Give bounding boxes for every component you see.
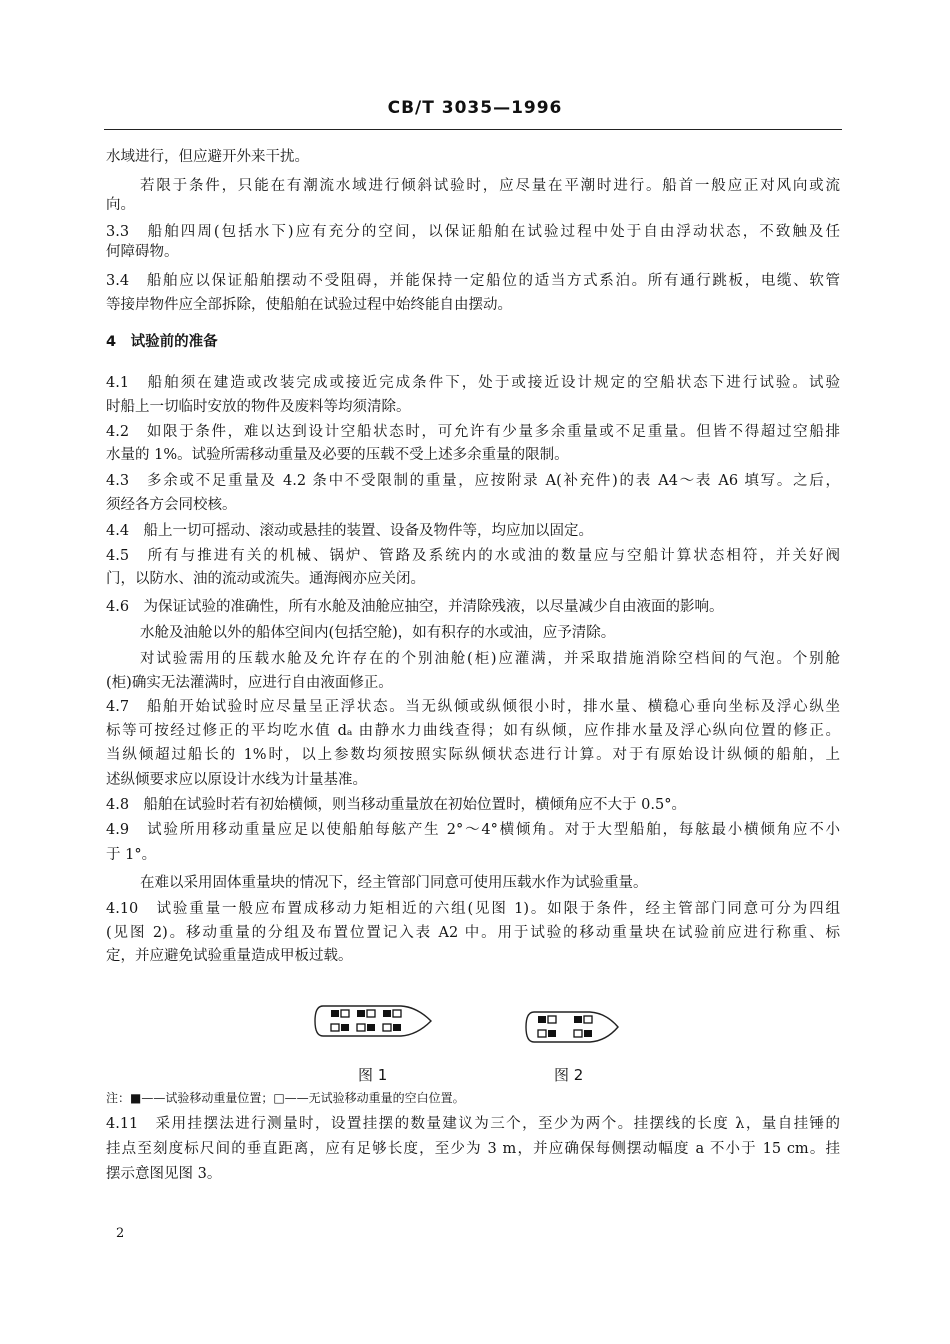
- text-line: 向。: [106, 197, 135, 213]
- text-line: 4.10 试验重量一般应布置成移动力矩相近的六组(见图 1)。如限于条件，经主管部门同意可分为四组: [106, 901, 840, 917]
- text-line: 4.11 采用挂摆法进行测量时，设置挂摆的数量建议为三个，至少为两个。挂摆线的长度 λ，量自挂锤的: [106, 1116, 840, 1132]
- text-line: 4.3 多余或不足重量及 4.2 条中不受限制的重量，应按附录 A(补充件)的表 A4～表 A6 填写。之后，: [106, 473, 840, 489]
- header-rule: [104, 129, 842, 130]
- figure-1-caption: 图 1: [358, 1066, 388, 1084]
- page-number: 2: [116, 1226, 125, 1241]
- weight-block-filled: [538, 1016, 592, 1023]
- text-line: 4.2 如限于条件，难以达到设计空船状态时，可允许有少量多余重量或不足重量。但皆不得超过空船排: [106, 424, 840, 440]
- text-line: 何障碍物。: [106, 244, 179, 260]
- text-line: 水域进行，但应避开外来干扰。: [106, 149, 309, 165]
- figure-note: 注：■——试验移动重量位置；□——无试验移动重量的空白位置。: [106, 1091, 465, 1105]
- text-line: (见图 2)。移动重量的分组及布置位置记入表 A2 中。用于试验的移动重量块在试验前应进行称重、标: [106, 925, 840, 941]
- text-line: 门，以防水、油的流动或流失。通海阀亦应关闭。: [106, 571, 425, 587]
- text-line: 3.4 船舶应以保证船舶摆动不受阻碍，并能保持一定船位的适当方式系泊。所有通行跳板，电缆、软管: [106, 273, 840, 289]
- text-line: (柜)确实无法灌满时，应进行自由液面修正。: [106, 675, 393, 691]
- text-line: 定，并应避免试验重量造成甲板过载。: [106, 948, 353, 964]
- text-line: 当纵倾超过船长的 1%时，以上参数均须按照实际纵倾状态进行计算。对于有原始设计纵倾的船舶，上: [106, 747, 840, 763]
- text-line: 若限于条件，只能在有潮流水域进行倾斜试验时，应尽量在平潮时进行。船首一般应正对风向或流: [140, 178, 840, 194]
- section-heading: 4 试验前的准备: [106, 334, 218, 350]
- text-line: 4.4 船上一切可摇动、滚动或悬挂的装置、设备及物件等，均应加以固定。: [106, 523, 594, 539]
- text-line: 标等可按经过修正的平均吃水值 dₐ 由静水力曲线查得；如有纵倾，应作排水量及浮心纵向位置的修正。: [106, 723, 840, 739]
- weight-block-empty: [538, 1030, 592, 1037]
- text-line: 对试验需用的压载水舱及允许存在的个别油舱(柜)应灌满，并采取措施消除空档间的气泡。个别舱: [140, 651, 840, 667]
- text-line: 等接岸物件应全部拆除，使船舶在试验过程中始终能自由摆动。: [106, 297, 512, 313]
- text-line: 挂点至刻度标尺间的垂直距离，应有足够长度，至少为 3 m，并应确保每侧摆动幅度 a 不小于 15 cm。挂: [106, 1141, 840, 1157]
- figure-2-caption: 图 2: [554, 1066, 584, 1084]
- text-line: 述纵倾要求应以原设计水线为计量基准。: [106, 772, 367, 788]
- text-line: 4.7 船舶开始试验时应尽量呈正浮状态。当无纵倾或纵倾很小时，排水量、横稳心垂向坐标及浮心纵坐: [106, 699, 840, 715]
- figure-2-ship-diagram: [524, 1009, 620, 1045]
- text-line: 水舱及油舱以外的船体空间内(包括空舱)，如有积存的水或油，应予清除。: [140, 625, 616, 641]
- text-line: 水量的 1%。试验所需移动重量及必要的压载不受上述多余重量的限制。: [106, 447, 569, 463]
- text-line: 在难以采用固体重量块的情况下，经主管部门同意可使用压载水作为试验重量。: [140, 875, 648, 891]
- figure-1-ship-diagram: [313, 1003, 433, 1039]
- standard-code: CB/T 3035—1996: [387, 98, 563, 118]
- weight-block-filled: [331, 1010, 401, 1017]
- text-line: 摆示意图见图 3。: [106, 1166, 222, 1182]
- weight-block-empty: [331, 1024, 401, 1031]
- text-line: 时船上一切临时安放的物件及废料等均须清除。: [106, 399, 411, 415]
- text-line: 3.3 船舶四周(包括水下)应有充分的空间，以保证船舶在试验过程中处于自由浮动状态，不致触及任: [106, 224, 840, 240]
- text-line: 4.5 所有与推进有关的机械、锅炉、管路及系统内的水或油的数量应与空船计算状态相符，并关好阀: [106, 548, 840, 564]
- text-line: 于 1°。: [106, 847, 157, 863]
- text-line: 4.1 船舶须在建造或改装完成或接近完成条件下，处于或接近设计规定的空船状态下进行试验。试验: [106, 375, 840, 391]
- text-line: 4.6 为保证试验的准确性，所有水舱及油舱应抽空，并清除残液，以尽量减少自由液面的影响。: [106, 599, 724, 615]
- text-line: 4.9 试验所用移动重量应足以使船舶每舷产生 2°～4°横倾角。对于大型船舶，每舷最小横倾角应不小: [106, 822, 840, 838]
- text-line: 4.8 船舶在试验时若有初始横倾，则当移动重量放在初始位置时，横倾角应不大于 0.5°。: [106, 797, 686, 813]
- text-line: 须经各方会同校核。: [106, 497, 237, 513]
